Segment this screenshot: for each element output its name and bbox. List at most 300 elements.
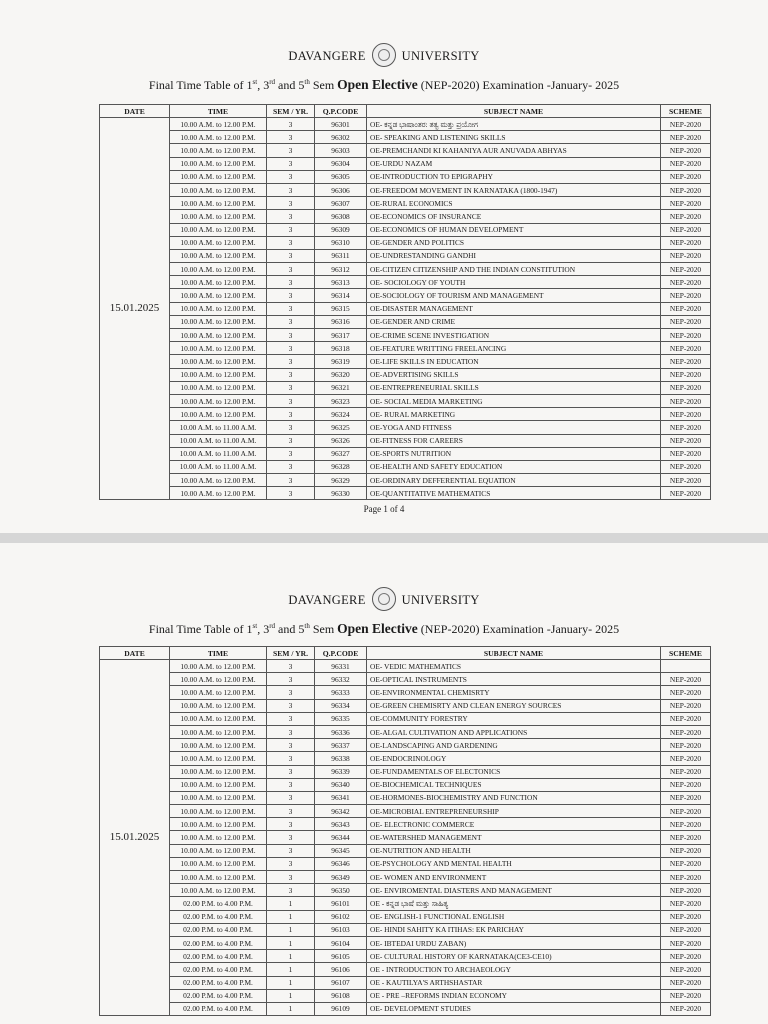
semester-cell: 3 [267, 223, 315, 236]
time-cell: 10.00 A.M. to 12.00 P.M. [170, 329, 267, 342]
table-row [100, 434, 711, 447]
semester-cell: 3 [267, 686, 315, 699]
subject-name-cell: OE-BIOCHEMICAL TECHNIQUES [367, 778, 661, 791]
table-row [100, 950, 711, 963]
qp-code-cell: 96335 [315, 712, 367, 725]
subject-name-cell: OE-ENVIRONMENTAL CHEMISRTY [367, 686, 661, 699]
semester-cell: 3 [267, 249, 315, 262]
subject-name-cell: OE-GREEN CHEMISRTY AND CLEAN ENERGY SOURCES [367, 699, 661, 712]
time-cell: 10.00 A.M. to 12.00 P.M. [170, 263, 267, 276]
table-row [100, 289, 711, 302]
semester-cell: 3 [267, 739, 315, 752]
table-row [100, 263, 711, 276]
table-row [100, 673, 711, 686]
scheme-cell: NEP-2020 [661, 342, 711, 355]
time-cell: 10.00 A.M. to 12.00 P.M. [170, 474, 267, 487]
table-row [100, 236, 711, 249]
subject-name-cell: OE-SPORTS NUTRITION [367, 447, 661, 460]
time-cell: 10.00 A.M. to 12.00 P.M. [170, 857, 267, 870]
scheme-cell: NEP-2020 [661, 487, 711, 500]
column-header: Q.P.CODE [315, 105, 367, 118]
scheme-cell: NEP-2020 [661, 831, 711, 844]
scheme-cell: NEP-2020 [661, 989, 711, 1002]
scheme-cell: NEP-2020 [661, 118, 711, 131]
qp-code-cell: 96342 [315, 805, 367, 818]
time-cell: 10.00 A.M. to 12.00 P.M. [170, 183, 267, 196]
semester-cell: 3 [267, 263, 315, 276]
title-part: and 5 [275, 622, 305, 636]
subject-name-cell: OE-RURAL ECONOMICS [367, 197, 661, 210]
scheme-cell: NEP-2020 [661, 897, 711, 910]
semester-cell: 3 [267, 752, 315, 765]
scheme-cell: NEP-2020 [661, 183, 711, 196]
subject-name-cell: OE- HINDI SAHITY KA ITIHAS: EK PARICHAY [367, 923, 661, 936]
qp-code-cell: 96328 [315, 460, 367, 473]
qp-code-cell: 96306 [315, 183, 367, 196]
semester-cell: 3 [267, 210, 315, 223]
subject-name-cell: OE- ಕನ್ನಡ ಭಾಷಾಂತರ: ತತ್ವ ಮತ್ತು ಪ್ರಯೋಗ [367, 118, 661, 131]
subject-name-cell: OE- WOMEN AND ENVIRONMENT [367, 871, 661, 884]
semester-cell: 3 [267, 778, 315, 791]
subject-name-cell: OE- ENGLISH-1 FUNCTIONAL ENGLISH [367, 910, 661, 923]
time-cell: 10.00 A.M. to 12.00 P.M. [170, 249, 267, 262]
subject-name-cell: OE-FITNESS FOR CAREERS [367, 434, 661, 447]
time-cell: 10.00 A.M. to 12.00 P.M. [170, 394, 267, 407]
scheme-cell: NEP-2020 [661, 1002, 711, 1015]
qp-code-cell: 96346 [315, 857, 367, 870]
table-row [100, 765, 711, 778]
time-cell: 10.00 A.M. to 12.00 P.M. [170, 276, 267, 289]
table-row [100, 210, 711, 223]
scheme-cell: NEP-2020 [661, 434, 711, 447]
semester-cell: 3 [267, 857, 315, 870]
table-row [100, 381, 711, 394]
timetable-page-2 [99, 646, 711, 1016]
scheme-cell: NEP-2020 [661, 315, 711, 328]
scheme-cell: NEP-2020 [661, 329, 711, 342]
semester-cell: 3 [267, 818, 315, 831]
table-body [100, 118, 711, 500]
title-emphasis: Open Elective [337, 77, 418, 92]
qp-code-cell: 96350 [315, 884, 367, 897]
title-part: , 3 [257, 622, 270, 636]
semester-cell: 3 [267, 408, 315, 421]
table-row [100, 183, 711, 196]
semester-cell: 3 [267, 831, 315, 844]
scheme-cell: NEP-2020 [661, 263, 711, 276]
time-cell: 02.00 P.M. to 4.00 P.M. [170, 989, 267, 1002]
subject-name-cell: OE-FEATURE WRITTING FREELANCING [367, 342, 661, 355]
time-cell: 02.00 P.M. to 4.00 P.M. [170, 976, 267, 989]
semester-cell: 3 [267, 276, 315, 289]
time-cell: 10.00 A.M. to 12.00 P.M. [170, 805, 267, 818]
qp-code-cell: 96307 [315, 197, 367, 210]
subject-name-cell: OE-FREEDOM MOVEMENT IN KARNATAKA (1800-1947) [367, 183, 661, 196]
scheme-cell: NEP-2020 [661, 368, 711, 381]
scheme-cell: NEP-2020 [661, 302, 711, 315]
semester-cell: 1 [267, 897, 315, 910]
table-row [100, 818, 711, 831]
table-row [100, 712, 711, 725]
qp-code-cell: 96333 [315, 686, 367, 699]
qp-code-cell: 96338 [315, 752, 367, 765]
subject-name-cell: OE - KAUTILYA'S ARTHSHASTAR [367, 976, 661, 989]
subject-name-cell: OE- SOCIOLOGY OF YOUTH [367, 276, 661, 289]
qp-code-cell: 96109 [315, 1002, 367, 1015]
time-cell: 02.00 P.M. to 4.00 P.M. [170, 897, 267, 910]
table-row [100, 910, 711, 923]
column-header: TIME [170, 647, 267, 660]
title-suffix: (NEP-2020) Examination -January- 2025 [417, 622, 620, 636]
qp-code-cell: 96310 [315, 236, 367, 249]
table-row [100, 897, 711, 910]
timetable-page-1 [99, 104, 711, 500]
qp-code-cell: 96331 [315, 660, 367, 673]
table-row [100, 249, 711, 262]
time-cell: 10.00 A.M. to 12.00 P.M. [170, 739, 267, 752]
scheme-cell: NEP-2020 [661, 752, 711, 765]
time-cell: 10.00 A.M. to 12.00 P.M. [170, 157, 267, 170]
scheme-cell: NEP-2020 [661, 805, 711, 818]
table-row [100, 976, 711, 989]
scheme-cell: NEP-2020 [661, 131, 711, 144]
qp-code-cell: 96341 [315, 791, 367, 804]
qp-code-cell: 96336 [315, 725, 367, 738]
time-cell: 10.00 A.M. to 11.00 A.M. [170, 421, 267, 434]
semester-cell: 3 [267, 884, 315, 897]
semester-cell: 1 [267, 989, 315, 1002]
time-cell: 10.00 A.M. to 12.00 P.M. [170, 831, 267, 844]
qp-code-cell: 96301 [315, 118, 367, 131]
table-row [100, 342, 711, 355]
time-cell: 02.00 P.M. to 4.00 P.M. [170, 936, 267, 949]
time-cell: 10.00 A.M. to 12.00 P.M. [170, 884, 267, 897]
qp-code-cell: 96344 [315, 831, 367, 844]
time-cell: 10.00 A.M. to 12.00 P.M. [170, 686, 267, 699]
table-body [100, 660, 711, 1016]
qp-code-cell: 96315 [315, 302, 367, 315]
scheme-cell: NEP-2020 [661, 923, 711, 936]
time-cell: 10.00 A.M. to 12.00 P.M. [170, 381, 267, 394]
subject-name-cell: OE-UNDRESTANDING GANDHI [367, 249, 661, 262]
qp-code-cell: 96319 [315, 355, 367, 368]
time-cell: 02.00 P.M. to 4.00 P.M. [170, 910, 267, 923]
scheme-cell: NEP-2020 [661, 884, 711, 897]
table-row [100, 276, 711, 289]
subject-name-cell: OE-CITIZEN CITIZENSHIP AND THE INDIAN CONSTITUTION [367, 263, 661, 276]
table-row [100, 144, 711, 157]
subject-name-cell: OE-DISASTER MANAGEMENT [367, 302, 661, 315]
title-sup: st [252, 622, 258, 630]
time-cell: 10.00 A.M. to 11.00 A.M. [170, 434, 267, 447]
time-cell: 10.00 A.M. to 12.00 P.M. [170, 844, 267, 857]
document-page-2 [0, 543, 768, 1024]
semester-cell: 3 [267, 460, 315, 473]
qp-code-cell: 96340 [315, 778, 367, 791]
scheme-cell: NEP-2020 [661, 844, 711, 857]
column-header: SUBJECT NAME [367, 105, 661, 118]
scheme-cell: NEP-2020 [661, 963, 711, 976]
table-row [100, 487, 711, 500]
time-cell: 10.00 A.M. to 12.00 P.M. [170, 778, 267, 791]
title-prefix: Final Time Table of 1 [148, 622, 253, 636]
semester-cell: 3 [267, 474, 315, 487]
time-cell: 10.00 A.M. to 12.00 P.M. [170, 236, 267, 249]
semester-cell: 1 [267, 976, 315, 989]
table-row [100, 421, 711, 434]
title-prefix: Final Time Table of 1 [148, 78, 253, 92]
title-sup: rd [269, 622, 276, 630]
title-sup: st [252, 78, 258, 86]
column-header: DATE [100, 647, 170, 660]
semester-cell: 3 [267, 183, 315, 196]
semester-cell: 3 [267, 487, 315, 500]
semester-cell: 3 [267, 381, 315, 394]
table-row [100, 805, 711, 818]
scheme-cell: NEP-2020 [661, 673, 711, 686]
semester-cell: 3 [267, 871, 315, 884]
qp-code-cell: 96339 [315, 765, 367, 778]
semester-cell: 3 [267, 118, 315, 131]
semester-cell: 1 [267, 923, 315, 936]
qp-code-cell: 96345 [315, 844, 367, 857]
semester-cell: 1 [267, 963, 315, 976]
qp-code-cell: 96304 [315, 157, 367, 170]
table-row [100, 989, 711, 1002]
semester-cell: 3 [267, 660, 315, 673]
time-cell: 02.00 P.M. to 4.00 P.M. [170, 923, 267, 936]
subject-name-cell: OE- IBTEDAI URDU ZABAN) [367, 936, 661, 949]
semester-cell: 1 [267, 936, 315, 949]
time-cell: 10.00 A.M. to 12.00 P.M. [170, 197, 267, 210]
title-part: Sem [309, 622, 338, 636]
subject-name-cell: OE-HORMONES-BIOCHEMISTRY AND FUNCTION [367, 791, 661, 804]
document-title [0, 621, 768, 637]
university-name-right: UNIVERSITY [401, 592, 480, 607]
subject-name-cell: OE- ENVIROMENTAL DIASTERS AND MANAGEMENT [367, 884, 661, 897]
time-cell: 10.00 A.M. to 12.00 P.M. [170, 818, 267, 831]
scheme-cell: NEP-2020 [661, 778, 711, 791]
subject-name-cell: OE-NUTRITION AND HEALTH [367, 844, 661, 857]
table-row [100, 923, 711, 936]
semester-cell: 3 [267, 302, 315, 315]
subject-name-cell: OE - INTRODUCTION TO ARCHAEOLOGY [367, 963, 661, 976]
time-cell: 10.00 A.M. to 12.00 P.M. [170, 342, 267, 355]
qp-code-cell: 96326 [315, 434, 367, 447]
subject-name-cell: OE-OPTICAL INSTRUMENTS [367, 673, 661, 686]
title-part: , 3 [257, 78, 270, 92]
time-cell: 10.00 A.M. to 12.00 P.M. [170, 131, 267, 144]
table-row [100, 118, 711, 131]
table-row [100, 857, 711, 870]
qp-code-cell: 96327 [315, 447, 367, 460]
scheme-cell: NEP-2020 [661, 976, 711, 989]
time-cell: 10.00 A.M. to 12.00 P.M. [170, 712, 267, 725]
subject-name-cell: OE-GENDER AND POLITICS [367, 236, 661, 249]
subject-name-cell: OE-LIFE SKILLS IN EDUCATION [367, 355, 661, 368]
table-row [100, 844, 711, 857]
semester-cell: 3 [267, 791, 315, 804]
column-header: TIME [170, 105, 267, 118]
scheme-cell: NEP-2020 [661, 910, 711, 923]
time-cell: 10.00 A.M. to 12.00 P.M. [170, 408, 267, 421]
qp-code-cell: 96324 [315, 408, 367, 421]
university-name-right: UNIVERSITY [401, 48, 480, 63]
semester-cell: 3 [267, 447, 315, 460]
qp-code-cell: 96337 [315, 739, 367, 752]
university-logo-icon [372, 43, 396, 67]
subject-name-cell: OE-INTRODUCTION TO EPIGRAPHY [367, 170, 661, 183]
scheme-cell: NEP-2020 [661, 474, 711, 487]
time-cell: 10.00 A.M. to 12.00 P.M. [170, 699, 267, 712]
scheme-cell: NEP-2020 [661, 381, 711, 394]
time-cell: 10.00 A.M. to 12.00 P.M. [170, 355, 267, 368]
qp-code-cell: 96317 [315, 329, 367, 342]
title-suffix: (NEP-2020) Examination -January- 2025 [417, 78, 620, 92]
qp-code-cell: 96325 [315, 421, 367, 434]
table-row [100, 355, 711, 368]
semester-cell: 3 [267, 805, 315, 818]
table-row [100, 752, 711, 765]
qp-code-cell: 96314 [315, 289, 367, 302]
table-row [100, 460, 711, 473]
time-cell: 10.00 A.M. to 12.00 P.M. [170, 673, 267, 686]
time-cell: 02.00 P.M. to 4.00 P.M. [170, 963, 267, 976]
table-row [100, 170, 711, 183]
semester-cell: 3 [267, 289, 315, 302]
qp-code-cell: 96101 [315, 897, 367, 910]
subject-name-cell: OE-ECONOMICS OF INSURANCE [367, 210, 661, 223]
scheme-cell: NEP-2020 [661, 394, 711, 407]
table-row [100, 963, 711, 976]
time-cell: 10.00 A.M. to 12.00 P.M. [170, 871, 267, 884]
table-row [100, 157, 711, 170]
time-cell: 10.00 A.M. to 12.00 P.M. [170, 752, 267, 765]
scheme-cell: NEP-2020 [661, 144, 711, 157]
column-header: SCHEME [661, 647, 711, 660]
semester-cell: 3 [267, 765, 315, 778]
qp-code-cell: 96105 [315, 950, 367, 963]
subject-name-cell: OE- SPEAKING AND LISTENING SKILLS [367, 131, 661, 144]
qp-code-cell: 96334 [315, 699, 367, 712]
scheme-cell: NEP-2020 [661, 950, 711, 963]
time-cell: 10.00 A.M. to 12.00 P.M. [170, 725, 267, 738]
table-row [100, 778, 711, 791]
scheme-cell: NEP-2020 [661, 712, 711, 725]
subject-name-cell: OE-LANDSCAPING AND GARDENING [367, 739, 661, 752]
subject-name-cell: OE- DEVELOPMENT STUDIES [367, 1002, 661, 1015]
qp-code-cell: 96302 [315, 131, 367, 144]
subject-name-cell: OE-HEALTH AND SAFETY EDUCATION [367, 460, 661, 473]
semester-cell: 3 [267, 421, 315, 434]
time-cell: 10.00 A.M. to 12.00 P.M. [170, 765, 267, 778]
subject-name-cell: OE-GENDER AND CRIME [367, 315, 661, 328]
semester-cell: 1 [267, 910, 315, 923]
time-cell: 10.00 A.M. to 12.00 P.M. [170, 302, 267, 315]
university-logo-icon [372, 587, 396, 611]
semester-cell: 3 [267, 712, 315, 725]
university-name-left: DAVANGERE [288, 592, 366, 607]
qp-code-cell: 96308 [315, 210, 367, 223]
table-row [100, 1002, 711, 1015]
semester-cell: 3 [267, 315, 315, 328]
semester-cell: 3 [267, 236, 315, 249]
scheme-cell: NEP-2020 [661, 289, 711, 302]
scheme-cell: NEP-2020 [661, 157, 711, 170]
semester-cell: 3 [267, 157, 315, 170]
subject-name-cell: OE-COMMUNITY FORESTRY [367, 712, 661, 725]
scheme-cell: NEP-2020 [661, 791, 711, 804]
scheme-cell: NEP-2020 [661, 936, 711, 949]
semester-cell: 3 [267, 844, 315, 857]
qp-code-cell: 96305 [315, 170, 367, 183]
semester-cell: 3 [267, 144, 315, 157]
qp-code-cell: 96321 [315, 381, 367, 394]
semester-cell: 3 [267, 725, 315, 738]
qp-code-cell: 96108 [315, 989, 367, 1002]
subject-name-cell: OE-QUANTITATIVE MATHEMATICS [367, 487, 661, 500]
table-row [100, 936, 711, 949]
time-cell: 10.00 A.M. to 12.00 P.M. [170, 368, 267, 381]
table-row [100, 394, 711, 407]
qp-code-cell: 96316 [315, 315, 367, 328]
time-cell: 10.00 A.M. to 12.00 P.M. [170, 170, 267, 183]
scheme-cell: NEP-2020 [661, 765, 711, 778]
qp-code-cell: 96343 [315, 818, 367, 831]
exam-date-cell: 15.01.2025 [100, 660, 170, 1016]
scheme-cell: NEP-2020 [661, 355, 711, 368]
table-row [100, 408, 711, 421]
semester-cell: 3 [267, 342, 315, 355]
qp-code-cell: 96107 [315, 976, 367, 989]
qp-code-cell: 96349 [315, 871, 367, 884]
semester-cell: 3 [267, 434, 315, 447]
table-row [100, 831, 711, 844]
scheme-cell: NEP-2020 [661, 725, 711, 738]
subject-name-cell: OE-URDU NAZAM [367, 157, 661, 170]
semester-cell: 3 [267, 170, 315, 183]
scheme-cell: NEP-2020 [661, 170, 711, 183]
table-row [100, 791, 711, 804]
time-cell: 10.00 A.M. to 12.00 P.M. [170, 660, 267, 673]
university-name-left: DAVANGERE [288, 48, 366, 63]
time-cell: 02.00 P.M. to 4.00 P.M. [170, 950, 267, 963]
table-row [100, 368, 711, 381]
table-row [100, 871, 711, 884]
qp-code-cell: 96329 [315, 474, 367, 487]
qp-code-cell: 96320 [315, 368, 367, 381]
semester-cell: 3 [267, 355, 315, 368]
qp-code-cell: 96104 [315, 936, 367, 949]
table-row [100, 223, 711, 236]
table-row [100, 739, 711, 752]
subject-name-cell: OE-YOGA AND FITNESS [367, 421, 661, 434]
subject-name-cell: OE-ENTREPRENEURIAL SKILLS [367, 381, 661, 394]
scheme-cell: NEP-2020 [661, 276, 711, 289]
subject-name-cell: OE- ELECTRONIC COMMERCE [367, 818, 661, 831]
table-row [100, 302, 711, 315]
column-header: SCHEME [661, 105, 711, 118]
scheme-cell: NEP-2020 [661, 236, 711, 249]
column-header: SUBJECT NAME [367, 647, 661, 660]
table-row [100, 660, 711, 673]
column-header: SEM / YR. [267, 647, 315, 660]
time-cell: 10.00 A.M. to 12.00 P.M. [170, 223, 267, 236]
time-cell: 10.00 A.M. to 11.00 A.M. [170, 447, 267, 460]
time-cell: 10.00 A.M. to 12.00 P.M. [170, 118, 267, 131]
subject-name-cell: OE-SOCIOLOGY OF TOURISM AND MANAGEMENT [367, 289, 661, 302]
document-title [0, 77, 768, 93]
